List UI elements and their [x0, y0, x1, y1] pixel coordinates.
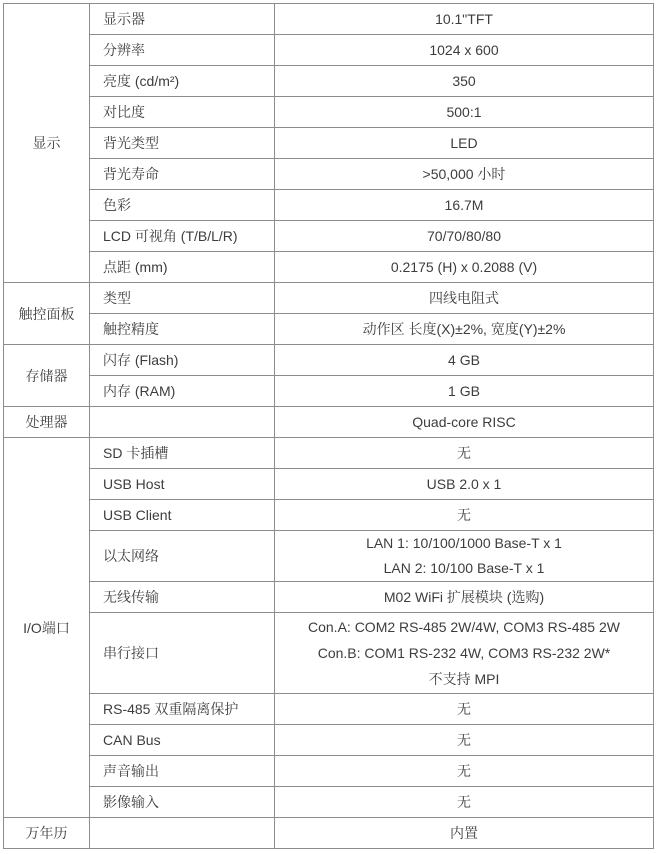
spec-value: 四线电阻式: [275, 283, 654, 314]
table-row: [4, 221, 654, 252]
category-cell-calendar: 万年历: [4, 818, 90, 849]
spec-value: [275, 613, 654, 694]
spec-label: 亮度 (cd/m²): [90, 66, 275, 97]
spec-value: 无: [275, 787, 654, 818]
value-line: Con.B: COM1 RS-232 4W, COM3 RS-232 2W*: [317, 645, 611, 661]
spec-value: 70/70/80/80: [275, 221, 654, 252]
table-row: [4, 531, 654, 582]
table-row: [4, 582, 654, 613]
table-row: [4, 694, 654, 725]
spec-label: RS-485 双重隔离保护: [90, 694, 275, 725]
table-row: [4, 128, 654, 159]
spec-value: 1 GB: [275, 376, 654, 407]
category-cell-storage: 存储器: [4, 345, 90, 407]
spec-table: [3, 3, 654, 849]
spec-label: USB Host: [90, 469, 275, 500]
spec-value: 0.2175 (H) x 0.2088 (V): [275, 252, 654, 283]
table-row: [4, 4, 654, 35]
table-row: [4, 725, 654, 756]
spec-label: 对比度: [90, 97, 275, 128]
spec-value: 无: [275, 694, 654, 725]
table-row: [4, 345, 654, 376]
spec-label: 内存 (RAM): [90, 376, 275, 407]
spec-label: 显示器: [90, 4, 275, 35]
spec-value: >50,000 小时: [275, 159, 654, 190]
spec-label-empty: [90, 407, 275, 438]
spec-value: 无: [275, 500, 654, 531]
spec-label: LCD 可视角 (T/B/L/R): [90, 221, 275, 252]
table-row: [4, 252, 654, 283]
spec-value: Quad-core RISC: [275, 407, 654, 438]
value-line: LAN 1: 10/100/1000 Base-T x 1: [366, 535, 562, 551]
table-row: [4, 283, 654, 314]
table-row: [4, 314, 654, 345]
table-row: [4, 787, 654, 818]
spec-label: 色彩: [90, 190, 275, 221]
spec-label: 影像输入: [90, 787, 275, 818]
spec-value: 1024 x 600: [275, 35, 654, 66]
table-row: [4, 159, 654, 190]
spec-value: 500:1: [275, 97, 654, 128]
value-line: Con.A: COM2 RS-485 2W/4W, COM3 RS-485 2W: [308, 619, 620, 635]
spec-label: 类型: [90, 283, 275, 314]
table-row: [4, 376, 654, 407]
spec-label: 无线传输: [90, 582, 275, 613]
spec-value: 10.1"TFT: [275, 4, 654, 35]
table-row: [4, 407, 654, 438]
spec-label: 背光类型: [90, 128, 275, 159]
spec-value: 16.7M: [275, 190, 654, 221]
spec-label: 触控精度: [90, 314, 275, 345]
value-line: LAN 2: 10/100 Base-T x 1: [383, 560, 545, 576]
spec-value: 动作区 长度(X)±2%, 宽度(Y)±2%: [275, 314, 654, 345]
spec-value: 无: [275, 438, 654, 469]
table-row: [4, 613, 654, 694]
spec-label: CAN Bus: [90, 725, 275, 756]
spec-label: 闪存 (Flash): [90, 345, 275, 376]
spec-value: 内置: [275, 818, 654, 849]
table-row: [4, 469, 654, 500]
category-cell-io-ports: I/O端口: [4, 438, 90, 818]
spec-value: [275, 531, 654, 582]
table-row: [4, 190, 654, 221]
spec-value: M02 WiFi 扩展模块 (选购): [275, 582, 654, 613]
table-row: [4, 756, 654, 787]
spec-label: 分辨率: [90, 35, 275, 66]
spec-label: 背光寿命: [90, 159, 275, 190]
spec-value: LED: [275, 128, 654, 159]
table-row: [4, 97, 654, 128]
category-cell-processor: 处理器: [4, 407, 90, 438]
table-row: [4, 35, 654, 66]
table-row: [4, 500, 654, 531]
spec-value: 无: [275, 756, 654, 787]
spec-label: 以太网络: [90, 531, 275, 582]
category-cell-display: 显示: [4, 4, 90, 283]
spec-value: 4 GB: [275, 345, 654, 376]
category-cell-touch-panel: 触控面板: [4, 283, 90, 345]
spec-value: 350: [275, 66, 654, 97]
spec-label: 点距 (mm): [90, 252, 275, 283]
table-row: [4, 66, 654, 97]
spec-value: USB 2.0 x 1: [275, 469, 654, 500]
value-line: 不支持 MPI: [428, 671, 500, 687]
spec-label-empty: [90, 818, 275, 849]
spec-label: 声音输出: [90, 756, 275, 787]
spec-label: USB Client: [90, 500, 275, 531]
spec-value: 无: [275, 725, 654, 756]
table-row: [4, 438, 654, 469]
table-row: [4, 818, 654, 849]
spec-label: SD 卡插槽: [90, 438, 275, 469]
spec-label: 串行接口: [90, 613, 275, 694]
